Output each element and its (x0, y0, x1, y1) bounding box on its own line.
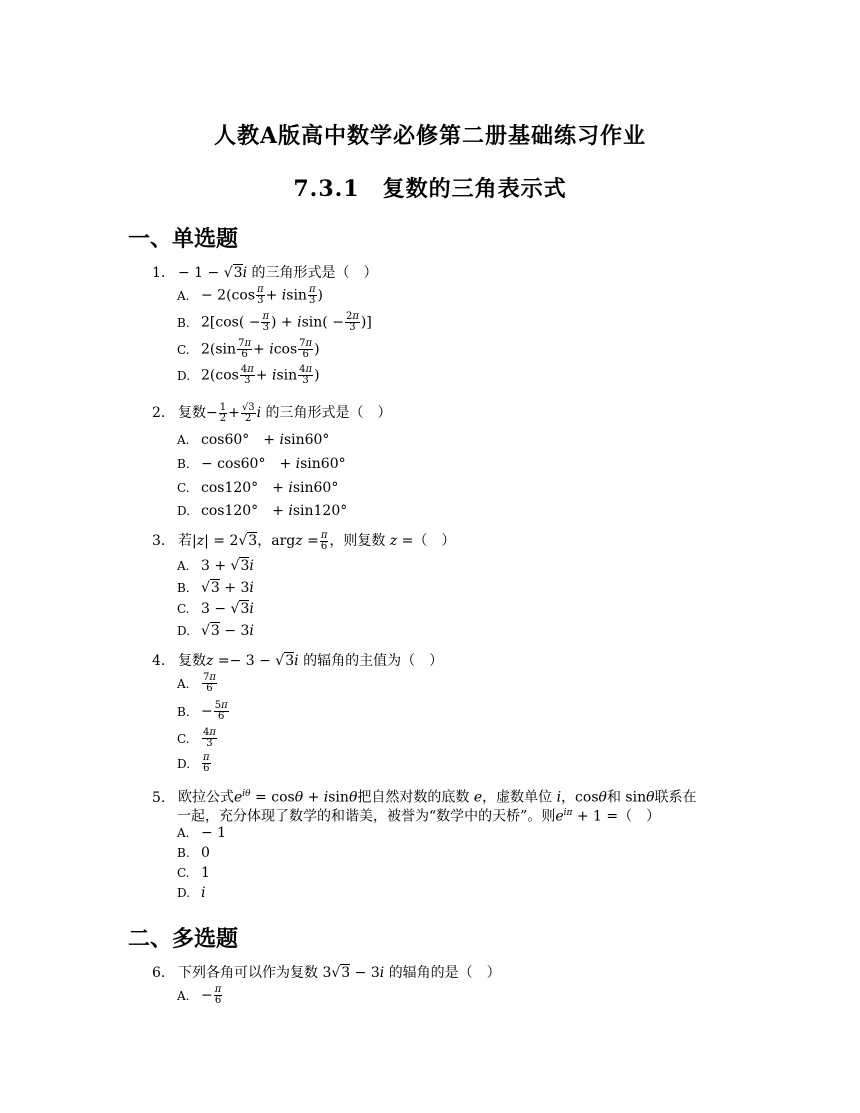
option-label: D. (177, 368, 191, 383)
question-5-line-2: 一起，充分体现了数学的和谐美，被誉为“数学中的天桥”。则$e^{i\pi} + 1$ =（ ） (177, 808, 661, 825)
option-label: C. (177, 866, 190, 880)
q5-option-b[interactable]: B. 0 (177, 845, 210, 861)
document-title: 人教A版高中数学必修第二册基础练习作业 (213, 123, 647, 149)
document-subtitle: 7.3.1 复数的三角表示式 (293, 176, 567, 202)
option-label: D. (177, 624, 191, 638)
question-6: 6. 下列各角可以作为复数 3√3 − 3i 的辐角的是（ ） (152, 962, 732, 984)
option-label: C. (177, 342, 190, 357)
option-label: D. (177, 886, 191, 900)
option-label: A. (177, 826, 190, 840)
question-5: 5. 欧拉公式$e^{i\theta} = \cos\theta + isin\theta$把自然对数的底数 e，虚数单位 i，cosθ和 sinθ联系在 (152, 783, 752, 809)
option-label: A. (177, 559, 190, 573)
option-label: A. (177, 676, 190, 691)
option-label: A. (177, 288, 190, 303)
option-label: B. (177, 704, 190, 719)
q1-option-a[interactable]: A. − 2(cos $\frac{\pi}{3}$ + isin $\frac{\pi}{3}$ ) (177, 284, 323, 306)
q1-option-b[interactable]: B. 2[cos( − $\frac{\pi}{3}$ ) + isin( − $\frac{2\pi}{3}$ )] (177, 311, 372, 333)
question-number: 5. (152, 789, 166, 806)
q3-option-c[interactable]: C. 3 − √3i (177, 601, 254, 617)
question-formula: − $\frac{1}{2}$ + $\frac{√3}{2}$ i (206, 401, 262, 424)
q2-option-b[interactable]: B. − cos60° + isin60° (177, 456, 346, 472)
option-label: A. (177, 988, 190, 1003)
q3-option-d[interactable]: D. √3 − 3i (177, 623, 254, 639)
question-number: 1. (152, 265, 166, 281)
question-number: 2. (152, 405, 166, 421)
option-label: B. (177, 457, 190, 471)
q3-option-b[interactable]: B. √3 + 3i (177, 580, 254, 596)
option-label: D. (177, 756, 191, 771)
option-label: A. (177, 433, 190, 447)
option-label: B. (177, 315, 190, 330)
question-number: 4. (152, 653, 166, 669)
option-label: B. (177, 581, 190, 595)
option-label: D. (177, 504, 191, 518)
question-4: 4. 复数z =− 3 − √3i 的辐角的主值为（ ） (152, 650, 732, 672)
q3-option-a[interactable]: A. 3 + √3i (177, 558, 254, 574)
q1-option-d[interactable]: D. 2(cos $\frac{4\pi}{3}$ + isin $\frac{4\pi}{3}$ ) (177, 364, 320, 386)
question-text: 的三角形式是（ ） (251, 265, 378, 281)
q5-option-c[interactable]: C. 1 (177, 865, 210, 881)
section-heading-single-choice: 一、单选题 (128, 226, 239, 252)
question-2 (152, 402, 732, 424)
question-3: 3. 若|z| = 2√3，argz = $\frac{\pi}{6}$ ，则复数 z =（ ） (152, 529, 456, 552)
q6-option-a[interactable]: A. − $\frac{\pi}{6}$ (177, 984, 222, 1006)
q4-option-d[interactable]: D. $\frac{\pi}{6}$ (177, 752, 210, 774)
q2-option-a[interactable]: A. cos60° + isin60° (177, 432, 330, 448)
section-heading-multi-choice: 二、多选题 (128, 926, 239, 952)
question-1 (152, 262, 732, 284)
q4-option-b[interactable]: B. − $\frac{5\pi}{6}$ (177, 700, 228, 722)
q4-option-a[interactable]: A. $\frac{7\pi}{6}$ (177, 672, 216, 694)
option-label: C. (177, 731, 190, 746)
question-text: 的三角形式是（ ） (265, 405, 392, 421)
q1-option-c[interactable]: C. 2(sin $\frac{7\pi}{6}$ + icos $\frac{7\pi}{6}$ ) (177, 338, 320, 360)
option-label: C. (177, 481, 190, 495)
q2-option-d[interactable]: D. cos120° + isin120° (177, 503, 348, 519)
q4-option-c[interactable]: C. $\frac{4\pi}{3}$ (177, 727, 216, 749)
option-label: C. (177, 602, 190, 616)
question-formula: − 1 − √3i (178, 265, 248, 281)
q5-option-a[interactable]: A. − 1 (177, 825, 227, 841)
question-number: 6. (152, 965, 166, 981)
question-number: 3. (152, 533, 166, 549)
q5-option-d[interactable]: D. i (177, 885, 206, 901)
question-text-before: 复数 (178, 405, 206, 421)
option-label: B. (177, 846, 190, 860)
q2-option-c[interactable]: C. cos120° + isin60° (177, 480, 339, 496)
